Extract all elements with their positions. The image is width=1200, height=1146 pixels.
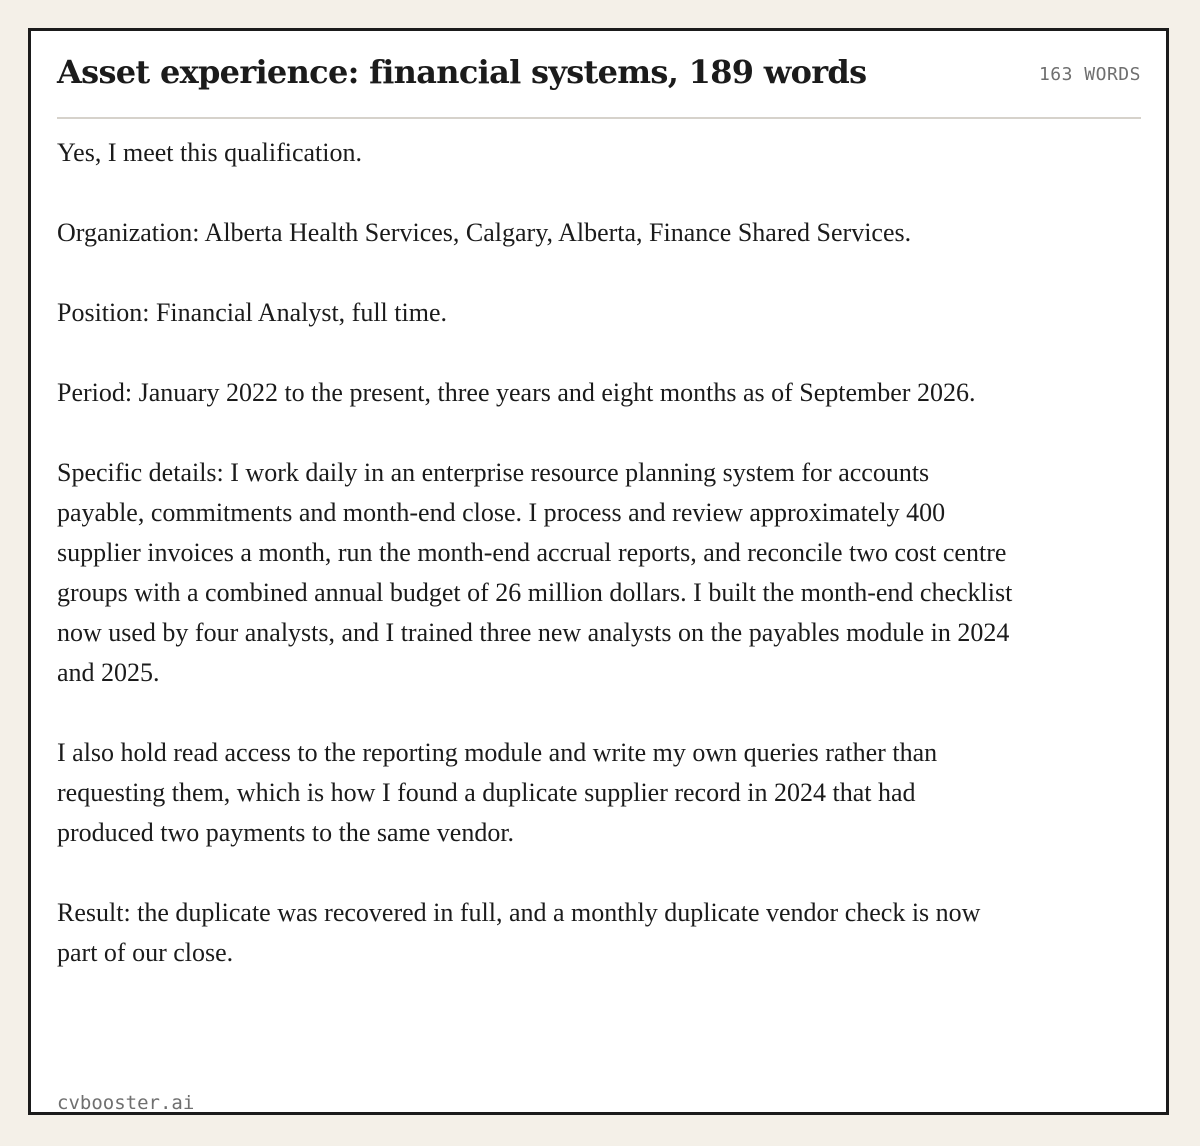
answer-paragraph: Specific details: I work daily in an enterprise resource planning system for accounts payable, commitments and month-end close. I process and review approximately 400 supplier invoices a month, run the month-end accrual reports, and reconcile two cost centre groups with a combined annual budget of 26 million dollars. I built the month-end checklist now used by four analysts, and I trained three new analysts on the payables module in 2024 and 2025. (57, 458, 1013, 687)
answer-title: Asset experience: financial systems, 189 words (57, 53, 867, 91)
answer-paragraph: Organization: Alberta Health Services, Calgary, Alberta, Finance Shared Services. (57, 218, 912, 247)
answer-paragraph: Period: January 2022 to the present, three years and eight months as of September 2026. (57, 378, 976, 407)
brand-footer: cvbooster.ai (57, 1092, 195, 1114)
word-count-badge: 163 WORDS (1038, 64, 1141, 85)
answer-paragraph: Position: Financial Analyst, full time. (57, 298, 447, 327)
answer-paragraph: I also hold read access to the reporting module and write my own queries rather than requesting them, which is how I found a duplicate supplier record in 2024 that had produced two payments to the same vendor. (57, 738, 938, 847)
answer-card (28, 28, 1169, 1115)
answer-body (57, 133, 1017, 973)
answer-paragraph: Yes, I meet this qualification. (57, 138, 362, 167)
answer-paragraph: Result: the duplicate was recovered in full, and a monthly duplicate vendor check is now part of our close. (57, 898, 981, 967)
card-header (57, 31, 1141, 119)
